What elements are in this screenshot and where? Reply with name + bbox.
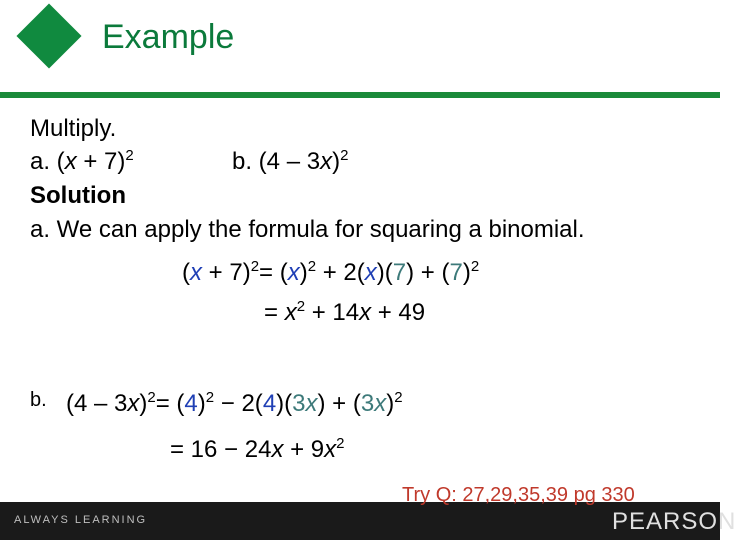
slide-title: Example bbox=[102, 18, 235, 56]
solution-label: Solution bbox=[30, 182, 126, 209]
equation-a-line2: = $x^2 + 14x + 49$ bbox=[264, 298, 426, 326]
try-questions-note: Try Q: 27,29,35,39 pg 330 bbox=[402, 484, 635, 506]
problem-b: b. (4 – 3x)$^2$ bbox=[232, 147, 349, 175]
intro-text: Multiply. bbox=[30, 115, 117, 142]
publisher-logo: PEARSON bbox=[612, 508, 736, 535]
solution-a-text: a. We can apply the formula for squaring a binomial. bbox=[30, 216, 585, 243]
equation-b-line2: = $16 - 24x + 9x^2$ bbox=[170, 435, 345, 463]
equation-a-line1: $(x + 7)^2= (x)^2 + 2(x)(7) + (7)^2$ bbox=[182, 258, 480, 286]
footer-tagline: ALWAYS LEARNING bbox=[14, 514, 148, 526]
equation-b-line1: $(4 - 3x)^2= (4)^2 - 2(4)(3x) + (3x)^2$ bbox=[66, 389, 403, 417]
diamond-logo-icon bbox=[16, 3, 81, 68]
title-divider bbox=[0, 92, 720, 98]
problem-a: a. $(x + 7)^2$ bbox=[30, 147, 134, 175]
equation-b-label: b. bbox=[30, 389, 47, 411]
